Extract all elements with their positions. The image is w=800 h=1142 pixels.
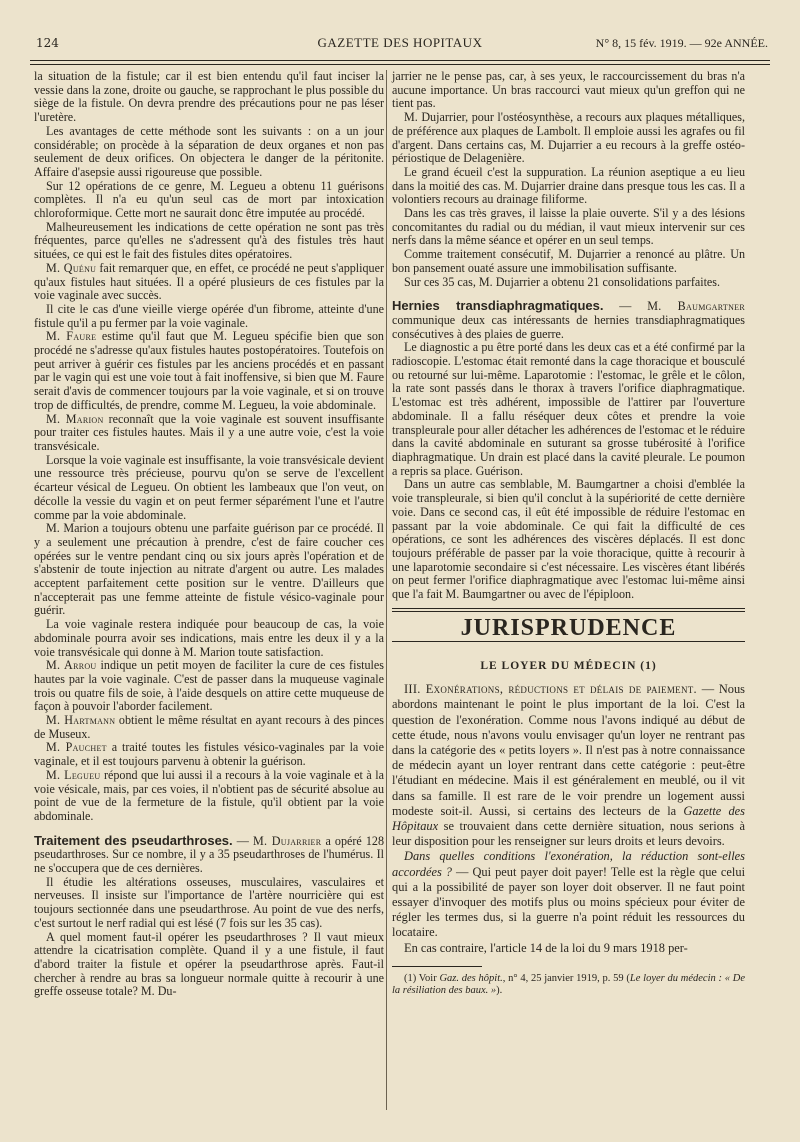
paragraph-text: reconnaît que la voie vaginale est souvent insuffisante pour traiter ces fistules hautes. Mais il y a une autre voie, c'est la voie transvésicale. [34,411,384,453]
paragraph: la situation de la fistule; car il est bien entendu qu'il faut inciser la vessie dans la zone, droite ou gauche, se rapprochant le plus possible du siège de la fistule. On devra prendre des précautions pour ne pas léser l'uretère. [34,69,384,125]
section-heading-pseudarthroses: Traitement des pseudarthroses. [34,832,233,848]
speaker-name: M. Baumgartner [647,299,746,314]
question-text: Dans quelles conditions l'exonération, la réduction sont-elles accordées ? [392,849,745,879]
paragraph: Comme traitement consécutif, M. Dujarrier a renoncé au plâtre. Un bon pansement ouaté assure une immobilisation suffisante. [392,247,745,275]
paragraph-text: a traité toutes les fistules vésico-vaginales par la voie vaginale, et il est toujours parvenu à obtenir la guérison. [34,740,385,769]
header-rule [30,60,770,61]
paragraph-text: estime qu'il faut que M. Legueu spécifie bien que son procédé ne s'adresse qu'aux fistules hautes postopératoires. Toutefois on peut arriver à guérir ces fistules par les anciens procédés et en passant par le vagin qui est une voie tout à fait inoffensive, si bien que M. Faure serait d'avis de commencer toujours par la voie vaginale, et si on trouve trop de difficultés, de prendre, comme M. Legueu, la voie abdominale. [34,329,384,412]
paragraph: Dans un autre cas semblable, M. Baumgartner a choisi d'emblée la voie transpleurale, si bien qu'il conclut à la supériorité de cette dernière voie. Dans ce second cas, il eût été impossible de réduire l'estomac en passant par la voie abdominale. Ce qui fait la difficulté de ces opérations, ce sont les adhérences des viscères déplacés. Il est donc toujours préférable de passer par la voie thoracique, quitte à recourir à une laparotomie secondaire si c'est nécessaire. Les viscères étant libérés on peut fermer l'orifice diaphragmatique avec l'estomac lui-même ainsi que l'a fait M. Baumgartner ou avec de l'épiploon. [392,477,745,602]
section-paragraph: Traitement des pseudarthroses. — M. Dujarrier a opéré 128 pseudarthroses. Sur ce nombre, il y a 35 pseudarthroses de l'humérus. Il ne s'occupera que de ces dernières. [34,832,385,876]
paragraph [34,769,384,824]
speaker-name: M. Pauchet [46,740,107,755]
footnote-text: (1) Voir [404,972,440,984]
paragraph [34,659,384,714]
title-rule [392,641,745,642]
paragraph-text: fait remarquer que, en effet, ce procédé ne peut s'appliquer qu'aux fistules haut situées. Il a opéré plusieurs de ces fistules par la voie vaginale avec succès. [34,260,384,303]
footnote-rule [392,966,482,967]
paragraph: Le grand écueil c'est la suppuration. La réunion aseptique a eu lieu dans la moitié des cas. M. Dujarrier draine dans presque tous les cas. Il a volontiers recours au drainage filiforme. [392,164,745,207]
paragraph: Malheureusement les indications de cette opération ne sont pas très fréquentes, parce qu'elles ne s'adressent qu'à des fistules très haut situées, ce qui est le fait des fistules dites opératoires. [34,219,384,262]
subhead-text: LE LOYER DU MÉDECIN [480,660,637,673]
header-rule-thin [30,64,770,65]
page-header [30,32,770,54]
paragraph [34,413,384,454]
paragraph: Sur ces 35 cas, M. Dujarrier a obtenu 21 consolidations parfaites. [404,274,721,289]
paragraph-text: communique deux cas intéressants de hernies transdiaphragmatiques consécutives à des plaies de guerre. [392,312,745,341]
paragraph: Il cite le cas d'une vieille vierge opérée d'un fibrome, atteinte d'une fistule qu'il a pu fermer par la voie vaginale. [34,301,384,330]
speaker-name: M. Faure [46,329,97,344]
paragraph-text: se trouvaient dans cette dernière situation, nous serions à leur disposition pour les renseigner sur leurs droits et leurs devoirs. [392,818,745,849]
jurisprudence-body [392,682,745,956]
column-divider [386,70,387,1110]
speaker-name: M. Legueu [46,767,101,782]
speaker-name: M. Quénu [46,260,97,275]
section-paragraph: Hernies transdiaphragmatiques. — M. Baumgartner communique deux cas intéressants de hernies transdiaphragmatiques consécutives à des plaies de guerre. [392,298,746,341]
paragraph [34,741,384,768]
paragraph-text: obtient le même résultat en ayant recours à des pinces de Museux. [34,713,384,741]
footnote-text: , n° 4, 25 janvier 1919, p. 59 ( [502,972,630,984]
footnote-text: ). [496,985,503,997]
paragraph [34,714,384,741]
jurisprudence-title: JURISPRUDENCE [460,614,677,641]
paragraph: A quel moment faut-il opérer les pseudarthroses ? Il vaut mieux attendre la cicatrisation complète. Quand il y a une fistule, il faut d'abord traiter la fistule et opérer la pseudarthrose après. Faut-il chercher à rendre au bras sa longueur normale quitte à recourir à une greffe osseuse totale? M. Du- [34,929,384,999]
footnote-italic: Le loyer du médecin : « De la résiliation des baux. » [392,972,745,997]
paragraph: En cas contraire, l'article 14 de la loi du 9 mars 1918 per- [404,940,688,955]
paragraph: Lorsque la voie vaginale est insuffisante, la voie transvésicale devient une ressource très précieuse, pourvu qu'on se serve de l'excellent écarteur vésical de Legueu. On obtient les lambeaux que l'on veut, on décolle la vessie du vagin et on peut fermer séparément l'une et l'autre comme par la voie abdominale. [34,452,384,522]
paragraph: Il étudie les altérations osseuses, musculaires, vasculaires et nerveuses. Il insiste sur l'importance de l'artère nourricière qui est toujours sectionnée dans une pseudarthrose. Au point de vue des nerfs, c'est surtout le nerf radial qui est lésé (7 fois sur les 35 cas). [34,874,384,930]
page-number: 124 [36,36,59,50]
paragraph-text: répond que lui aussi il a recours à la voie vaginale et à la voie vésicale, mais, par ces voies, il n'obtient pas de sécurité absolue au point de vue de la fermeture de la fistule, qu'il obtient par la voie abdominale. [34,767,384,823]
footnote [392,973,745,998]
paragraph [34,330,384,412]
speaker-name: M. Hartmann [46,713,116,728]
issue-info: N° 8, 15 fév. 1919. — 92e ANNÉE. [595,36,768,50]
paragraph: Le diagnostic a pu être porté dans les deux cas et a été confirmé par la radioscopie. L'estomac était remonté dans la cage thoracique et bousculé ou retourné sur lui-même. Laparotomie : l'estomac, le grêle et le côlon, la rate sont passés dans le thorax à travers l'orifice diaphragmatique. L'estomac est très adhérent, impossible de l'attirer par l'ouverture abdominale. Il a fallu réséquer deux côtes et prendre la voie transpleurale pour aller détacher les adhérences de l'estomac et le réduire dans la cavité abdominale en suturant sa grosse tubérosité à l'orifice diaphragmatique. Un drain est placé dans la cavité pleurale. Le poumon a repris sa place. Guérison. [392,340,745,478]
footnote-ref: (1) [636,660,657,673]
article-subhead [392,660,745,674]
paragraph: M. Marion a toujours obtenu une parfaite guérison par ce procédé. Il y a seulement une précaution à prendre, c'est de faire coucher ces opérées sur le ventre pendant cinq ou six jours après l'opération et de s'abstenir de toute injection au nitrate d'argent ou autre. Les malades acceptent parfaitement cette position sur le ventre. D'ailleurs que n'accepterait pas une femme atteinte de fistule vésico-vaginale pour guérir. [34,521,384,618]
paragraph-text: indique un petit moyen de faciliter la cure de ces fistules hautes par la voie vaginale. C'est de passer dans la muqueuse vaginale trois ou quatre fils de soie, à l'aide desquels on attire cette muqueuse de façon à pouvoir l'aborder facilement. [34,658,384,714]
paragraph: La voie vaginale restera indiquée pour beaucoup de cas, la voie abdominale pourra avoir ses indications, mais entre les deux il y a la voie transvésicale qui donne à M. Marion toute satisfaction. [34,617,384,659]
section-heading-hernies: Hernies transdiaphragmatiques. [392,298,604,314]
footnote-italic: Gaz. des hôpit. [439,972,503,984]
speaker-name: M. Marion [46,411,104,426]
journal-title: GAZETTE DES HOPITAUX [317,35,483,50]
paragraph: M. Dujarrier, pour l'ostéosynthèse, a recours aux plaques métalliques, de préférence aux plaques de Lambolt. Il emploie aussi les agrafes ou fil d'argent. Dans certains cas, M. Dujarrier a eu recours à la greffe ostéo-périostique de Delagenière. [392,110,745,166]
paragraph: Sur 12 opérations de ce genre, M. Legueu a obtenu 11 guérisons complètes. Il n'a eu qu'un seul cas de mort par intoxication chloroformique. Cette mort ne saurait donc être imputée au procédé. [34,178,384,221]
paragraph-text: — Nous abordons maintenant le point le plus important de la loi. C'est la question de l'exonération. Comme nous l'avons indiqué au début de cette étude, nous n'avons voulu envisager qu'un loyer ne rentrant pas dans la catégorie des « petits loyers ». Il n'est pas à notre connaissance de médecin ayant un loyer rentrant dans cette catégorie : peut-être l'étudiant en médecine. Mais il est généralement en meublé, ou il vit dans sa famille. Il est rare de le voir prendre un logement aussi modeste soit-il. Aussi, si certains des lecteurs de la [392,682,746,818]
paragraph-text: a opéré 128 pseudarthroses. Sur ce nombre, il y a 35 pseudarthroses de l'humérus. Il ne s'occupera que de ces dernières. [34,833,385,876]
left-column [34,70,384,999]
paragraph [392,849,745,940]
paragraph-heading: III. Exonérations, réductions et délais de paiement. [404,682,697,697]
right-column [392,70,745,998]
paragraph [34,262,384,303]
section-rule [392,608,745,612]
paragraph: jarrier ne le pense pas, car, à ses yeux, le raccourcissement du bras n'a aucune importance. Un bras raccourci vaut mieux qu'un greffon qui ne tient pas. [392,69,745,111]
paragraph: Les avantages de cette méthode sont les suivants : on a un jour considérable; on procède à la séparation de deux organes et non pas seulement de deux orifices. On objectera le danger de la péritonite. Affaire d'asepsie aussi rigoureuse que possible. [34,123,384,179]
paragraph [392,682,745,849]
speaker-name: M. Arrou [46,658,97,673]
speaker-name: M. Dujarrier [252,833,322,848]
paragraph: Dans les cas très graves, il laisse la plaie ouverte. S'il y a des lésions concomitantes du radial ou du médian, il vaut mieux intervenir sur ces nerfs dans la même séance et opérer en un seul temps. [392,206,745,248]
journal-reference: Gazette des Hôpitaux [392,803,745,833]
paragraph-text: — Qui peut payer doit payer! Telle est la règle que celui qui a la possibilité de payer son loyer doit observer. Il ne faut point essayer d'invoquer des motifs plus ou moins spécieux pour éviter de régler les termes dus, si la guerre n'a point réduit les ressources du locataire. [392,864,746,940]
